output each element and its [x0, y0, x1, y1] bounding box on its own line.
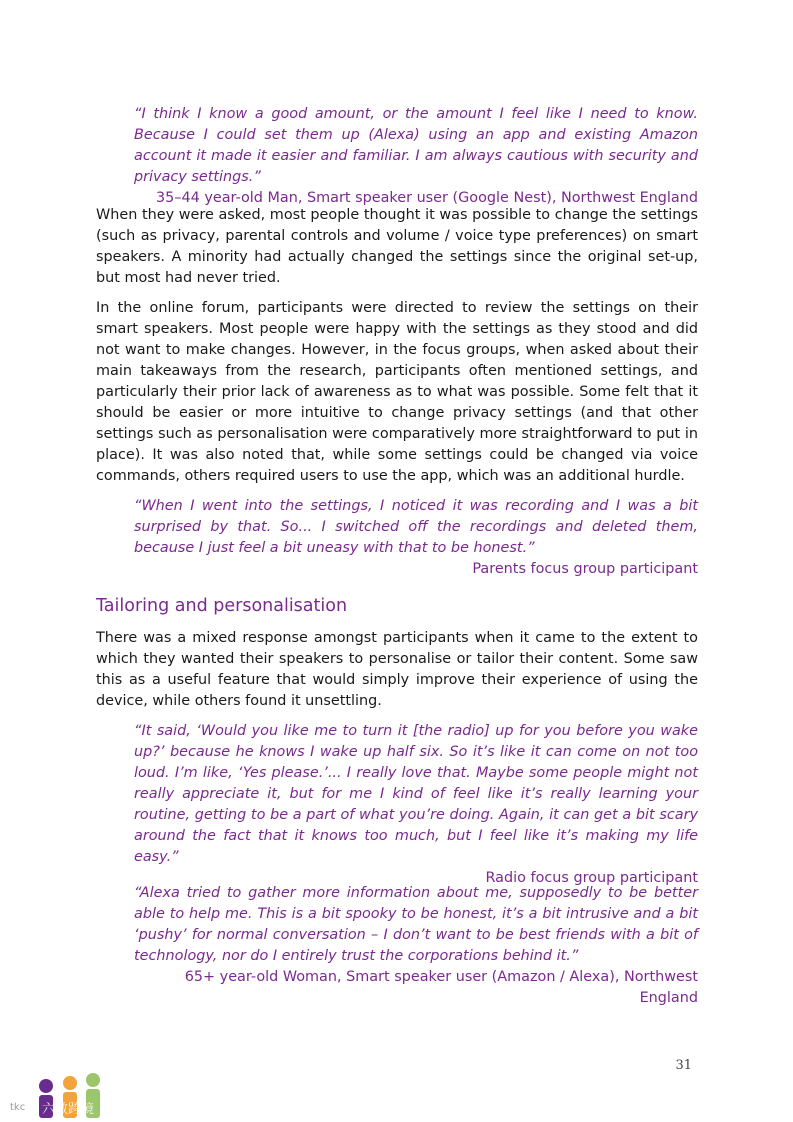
- quote-text: “When I went into the settings, I noticed it was recording and I was a bit surprised by that. So... I switched off the recordings and deleted them, because I just feel a bit uneasy with that to be honest.”: [134, 498, 698, 556]
- logo-icon: [4, 1070, 114, 1120]
- quote-block-2: [134, 496, 698, 580]
- quote-block-3: [134, 721, 698, 889]
- quote-text: “I think I know a good amount, or the amount I feel like I need to know. Because I could set them up (Alexa) using an app and existing Amazon account it made it easier and familiar. I am always cautious with security and privacy settings.”: [134, 106, 698, 185]
- quote-block-1: [134, 104, 698, 209]
- quote-text: “Alexa tried to gather more information about me, supposedly to be better able to help me. This is a bit spooky to be honest, it’s a bit intrusive and a bit ‘pushy’ for normal conversation – I don’t want to be best friends with a bit of technology, nor do I entirely trust the corporations behind it.”: [134, 885, 698, 964]
- svg-text:六數跨境: 六數跨境: [42, 1102, 95, 1117]
- body-paragraph: When they were asked, most people thought it was possible to change the settings (such as privacy, parental controls and volume / voice type preferences) on smart speakers. A minority had actually changed the settings since the original set-up, but most had never tried.: [96, 207, 698, 286]
- page-number: 31: [675, 1058, 692, 1073]
- section-heading: Tailoring and personalisation: [96, 596, 348, 616]
- svg-text:tkc: tkc: [10, 1102, 26, 1113]
- quote-attribution: 65+ year-old Woman, Smart speaker user (Amazon / Alexa), Northwest England: [184, 969, 698, 1006]
- body-paragraph: There was a mixed response amongst participants when it came to the extent to which they wanted their speakers to personalise or tailor their content. Some saw this as a useful feature that would simply improve their experience of using the device, while others found it unsettling.: [96, 630, 698, 709]
- quote-text: “It said, ‘Would you like me to turn it [the radio] up for you before you wake up?’ because he knows I wake up half six. So it’s like it can come on not too loud. I’m like, ‘Yes please.’... I really love that. Maybe some people might not really appreciate it, but for me I kind of feel like it’s really learning your routine, getting to be a part of what you’re doing. Again, it can get a bit scary around the fact that it knows too much, but I feel like it’s making my life easy.”: [134, 723, 698, 865]
- quote-block-4: [134, 883, 698, 1009]
- quote-attribution: 35–44 year-old Man, Smart speaker user (Google Nest), Northwest England: [155, 190, 698, 206]
- quote-attribution: Radio focus group participant: [485, 870, 698, 886]
- quote-attribution: Parents focus group participant: [472, 561, 698, 577]
- body-paragraph: In the online forum, participants were directed to review the settings on their smart speakers. Most people were happy with the settings as they stood and did not want to make changes. However, in the focus groups, when asked about their main takeaways from the research, participants often mentioned settings, and particularly their prior lack of awareness as to what was possible. Some felt that it should be easier or more intuitive to change privacy settings (and that other settings such as personalisation were comparatively more straightforward to put in place). It was also noted that, while some settings could be changed via voice commands, others required users to use the app, which was an additional hurdle.: [96, 300, 698, 484]
